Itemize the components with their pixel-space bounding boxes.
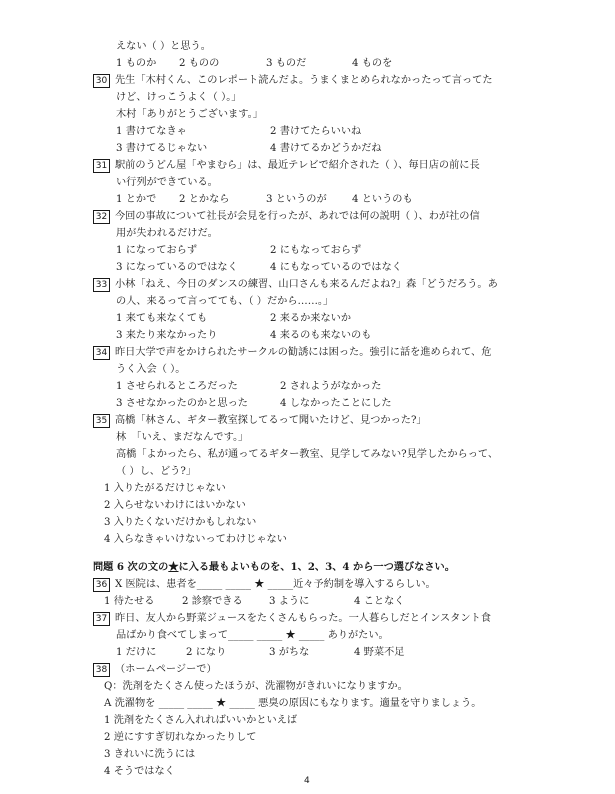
q34-option-2[interactable]: 2 されようがなかった — [280, 381, 382, 392]
q32-option-1[interactable]: 1 になっておらず — [116, 245, 198, 256]
q32-option-2[interactable]: 2 にもなっておらず — [270, 245, 362, 256]
section-6-heading-post: に入る最もよいものを、1、2、3、4 から一つ選びなさい。 — [178, 561, 455, 573]
q32-text-1: 今回の事故について社長が会見を行ったが、あれでは何の説明（ ）、わが社の信 — [115, 211, 480, 222]
q29-option-3[interactable]: 3 ものだ — [266, 58, 307, 69]
q35-option-1[interactable]: 1 入りたがるだけじゃない — [104, 483, 226, 494]
q37-text-1: 昨日、友人から野菜ジュースをたくさんもらった。一人暮らしだとインスタント食 — [115, 613, 491, 624]
q34-text-1: 昨日大学で声をかけられたサークルの勧誘には困った。強引に話を進められて、危 — [115, 347, 492, 358]
q29-option-1[interactable]: 1 ものか — [116, 58, 157, 69]
q32-line-2: 用が失われるだけだ。 — [116, 228, 218, 239]
q33-options-row-1 — [116, 312, 446, 325]
q37-option-3[interactable]: 3 がちな — [269, 647, 310, 658]
page-number: 4 — [304, 776, 310, 786]
star-marker: ★ — [168, 561, 179, 573]
q34-options-row-2 — [116, 397, 446, 410]
q31-option-2[interactable]: 2 とかなら — [179, 194, 230, 205]
q35-number: 35 — [93, 414, 110, 428]
q31-options — [116, 193, 446, 206]
q34-option-1[interactable]: 1 させられるところだった — [116, 381, 238, 392]
q36-line-1 — [93, 578, 436, 592]
q30-line-3: 木村「ありがとうございます。」 — [116, 109, 263, 120]
q35-option-2[interactable]: 2 入らせないわけにはいかない — [104, 500, 246, 511]
q38-line-2: Q：洗剤をたくさん使ったほうが、洗濯物がきれいになりますか。 — [104, 681, 408, 692]
q35-line-2: 林 「いえ、まだなんです。」 — [116, 432, 249, 443]
section-6-heading — [93, 561, 455, 574]
q29-options — [116, 57, 416, 70]
q29-text: えない（ ）と思う。 — [116, 41, 211, 52]
q33-option-3[interactable]: 3 来たり来なかったり — [116, 330, 218, 341]
q33-line-2: の人、来るって言ってても、（ ）だから……。」 — [116, 296, 334, 307]
q32-option-4[interactable]: 4 にもなっているのではなく — [270, 262, 402, 273]
q33-option-4[interactable]: 4 来るのも来ないのも — [270, 330, 372, 341]
q36-number: 36 — [93, 578, 110, 592]
q36-option-4[interactable]: 4 ことなく — [354, 596, 405, 607]
q31-option-3[interactable]: 3 というのが — [266, 194, 327, 205]
q32-options-row-1 — [116, 244, 446, 257]
q35-option-4[interactable]: 4 入らなきゃいけないってわけじゃない — [104, 534, 287, 545]
q34-line-2: うく入会（ ）。 — [116, 364, 186, 375]
q38-text-1: （ホームページーで） — [115, 664, 217, 675]
q34-option-3[interactable]: 3 させなかったのかと思った — [116, 398, 248, 409]
q30-options-row-2 — [116, 142, 446, 155]
q37-number: 37 — [93, 612, 110, 626]
q31-option-4[interactable]: 4 というのも — [352, 194, 413, 205]
q31-line-2: い行列ができている。 — [116, 177, 218, 188]
q33-options-row-2 — [116, 329, 446, 342]
q37-line-2: 品ばかり食べてしまって_____ _____ ★ _____ ありがたい。 — [116, 630, 389, 641]
q30-option-4[interactable]: 4 書けてるかどうかだね — [270, 143, 382, 154]
q31-line-1 — [93, 159, 480, 173]
q36-option-2[interactable]: 2 診察できる — [182, 596, 243, 607]
q33-line-1 — [93, 278, 498, 292]
q37-option-4[interactable]: 4 野菜不足 — [354, 647, 405, 658]
q30-number: 30 — [93, 74, 110, 88]
q30-line-1 — [93, 74, 493, 88]
q35-line-3: 高橋「よかったら、私が通ってるギター教室、見学してみない?見学したからって、 — [116, 449, 499, 460]
q37-options — [116, 646, 446, 659]
q30-line-2: けど、けっこうよく（ ）。」 — [116, 92, 242, 103]
q34-options-row-1 — [116, 380, 446, 393]
q33-option-1[interactable]: 1 来ても来なくても — [116, 313, 208, 324]
q35-line-4: （ ）し、どう?」 — [116, 466, 197, 477]
q35-option-3[interactable]: 3 入りたくないだけかもしれない — [104, 517, 257, 528]
q31-option-1[interactable]: 1 とかで — [116, 194, 157, 205]
q37-option-2[interactable]: 2 になり — [186, 647, 227, 658]
q38-option-2[interactable]: 2 逆にすすぎ切れなかったりして — [104, 732, 257, 743]
q32-number: 32 — [93, 210, 110, 224]
q38-number: 38 — [93, 663, 110, 677]
q30-option-2[interactable]: 2 書けてたらいいね — [270, 126, 362, 137]
q35-line-1 — [93, 414, 427, 428]
q38-option-3[interactable]: 3 きれいに洗うには — [104, 749, 196, 760]
q37-line-1 — [93, 612, 491, 626]
q36-options — [104, 595, 434, 608]
q36-option-3[interactable]: 3 ように — [269, 596, 310, 607]
q30-option-1[interactable]: 1 書けてなきゃ — [116, 126, 187, 137]
q38-line-3: A 洗濯物を _____ _____ ★ _____ 悪臭の原因にもなります。適量を守りましょう。 — [104, 698, 482, 709]
q32-options-row-2 — [116, 261, 446, 274]
q33-option-2[interactable]: 2 来るか来ないか — [270, 313, 352, 324]
q38-option-4[interactable]: 4 そうではなく — [104, 766, 175, 777]
q36-text: X 医院は、患者を_____ _____ ★ _____近々予約制を導入するらしい。 — [115, 579, 436, 590]
q30-option-3[interactable]: 3 書けてるじゃない — [116, 143, 208, 154]
q36-option-1[interactable]: 1 待たせる — [104, 596, 155, 607]
q38-option-1[interactable]: 1 洗剤をたくさん入れればいいかといえば — [104, 715, 298, 726]
q32-line-1 — [93, 210, 480, 224]
q34-line-1 — [93, 346, 491, 360]
q37-option-1[interactable]: 1 だけに — [116, 647, 157, 658]
q38-line-1 — [93, 663, 217, 677]
q34-number: 34 — [93, 346, 110, 360]
q34-option-4[interactable]: 4 しなかったことにした — [280, 398, 392, 409]
q31-text-1: 駅前のうどん屋「やまむら」は、最近テレビで紹介された（ ）、毎日店の前に長 — [115, 160, 480, 171]
q35-text-1: 高橋「林さん、ギター教室探してるって聞いたけど、見つかった?」 — [115, 415, 427, 426]
q33-text-1: 小林「ねえ、今日のダンスの練習、山口さんも来るんだよね?」森「どうだろう。あ — [115, 279, 498, 290]
section-6-heading-pre: 問題 6 次の文の — [93, 561, 169, 573]
q30-options-row-1 — [116, 125, 446, 138]
q30-text-1: 先生「木村くん、このレポート読んだよ。うまくまとめられなかったって言ってた — [115, 75, 493, 86]
q29-option-2[interactable]: 2 ものの — [179, 58, 220, 69]
q29-option-4[interactable]: 4 ものを — [352, 58, 393, 69]
q31-number: 31 — [93, 159, 110, 173]
q32-option-3[interactable]: 3 になっているのではなく — [116, 262, 238, 273]
q33-number: 33 — [93, 278, 110, 292]
